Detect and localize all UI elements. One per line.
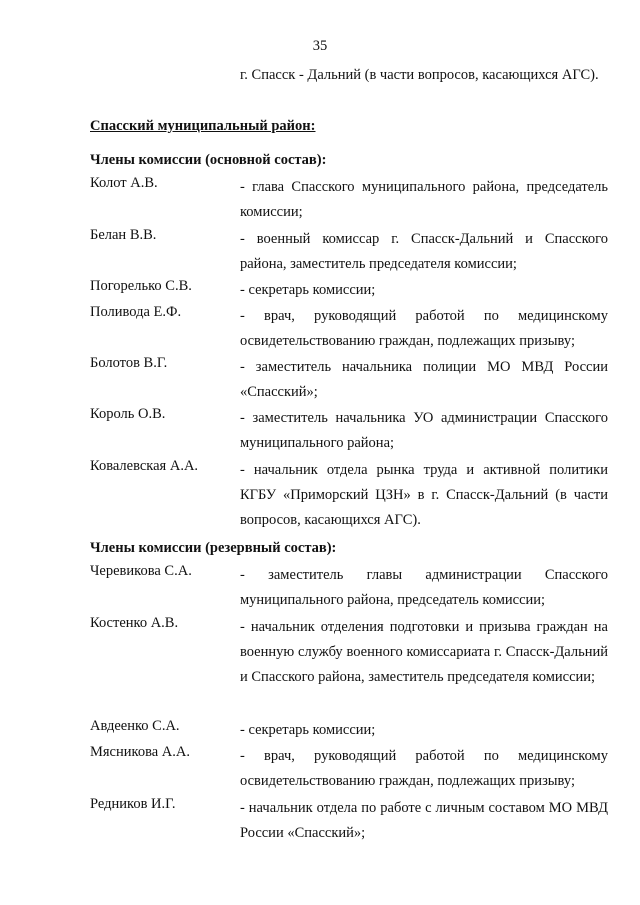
member-role: - начальник отдела по работе с личным составом МО МВД России «Спасский»; bbox=[240, 800, 608, 841]
district-heading: Спасский муниципальный район: bbox=[90, 118, 316, 134]
member-role: - начальник отдела рынка труда и активной политики КГБУ «Приморский ЦЗН» в г. Спасск-Дальний (в части вопросов, касающихся АГС). bbox=[240, 462, 608, 528]
member-name: Колот А.В. bbox=[90, 175, 158, 191]
member-role: - начальник отделения подготовки и призыва граждан на военную службу военного комиссариата г. Спасск-Дальний и Спасского района, заместитель председателя комиссии; bbox=[240, 619, 608, 685]
member-name: Король О.В. bbox=[90, 406, 166, 422]
main-members-heading: Члены комиссии (основной состав): bbox=[90, 152, 327, 168]
member-role: - глава Спасского муниципального района, председатель комиссии; bbox=[240, 179, 608, 220]
member-name: Белан В.В. bbox=[90, 227, 157, 243]
member-role: - врач, руководящий работой по медицинскому освидетельствованию граждан, подлежащих призыву; bbox=[240, 308, 608, 349]
intro-continuation: г. Спасск - Дальний (в части вопросов, касающихся АГС). bbox=[240, 67, 599, 83]
member-role: - заместитель начальника полиции МО МВД России «Спасский»; bbox=[240, 359, 608, 400]
member-role: - военный комиссар г. Спасск-Дальний и Спасского района, заместитель председателя комиссии; bbox=[240, 231, 608, 272]
member-role: - заместитель начальника УО администрации Спасского муниципального района; bbox=[240, 410, 608, 451]
page-number: 35 bbox=[312, 38, 328, 54]
member-name: Мясникова А.А. bbox=[90, 744, 190, 760]
member-role: - секретарь комиссии; bbox=[240, 722, 376, 738]
member-role: - заместитель главы администрации Спасского муниципального района, председатель комиссии; bbox=[240, 567, 608, 608]
member-name: Авдеенко С.А. bbox=[90, 718, 180, 734]
member-name: Ковалевская А.А. bbox=[90, 458, 199, 474]
member-name: Редников И.Г. bbox=[90, 796, 176, 812]
member-role: - врач, руководящий работой по медицинскому освидетельствованию граждан, подлежащих призыву; bbox=[240, 748, 608, 789]
reserve-members-heading: Члены комиссии (резервный состав): bbox=[90, 540, 337, 556]
member-name: Погорелько С.В. bbox=[90, 278, 192, 294]
member-role: - секретарь комиссии; bbox=[240, 282, 376, 298]
member-name: Костенко А.В. bbox=[90, 615, 179, 631]
member-name: Черевикова С.А. bbox=[90, 563, 192, 579]
member-name: Поливода Е.Ф. bbox=[90, 304, 182, 320]
member-name: Болотов В.Г. bbox=[90, 355, 168, 371]
